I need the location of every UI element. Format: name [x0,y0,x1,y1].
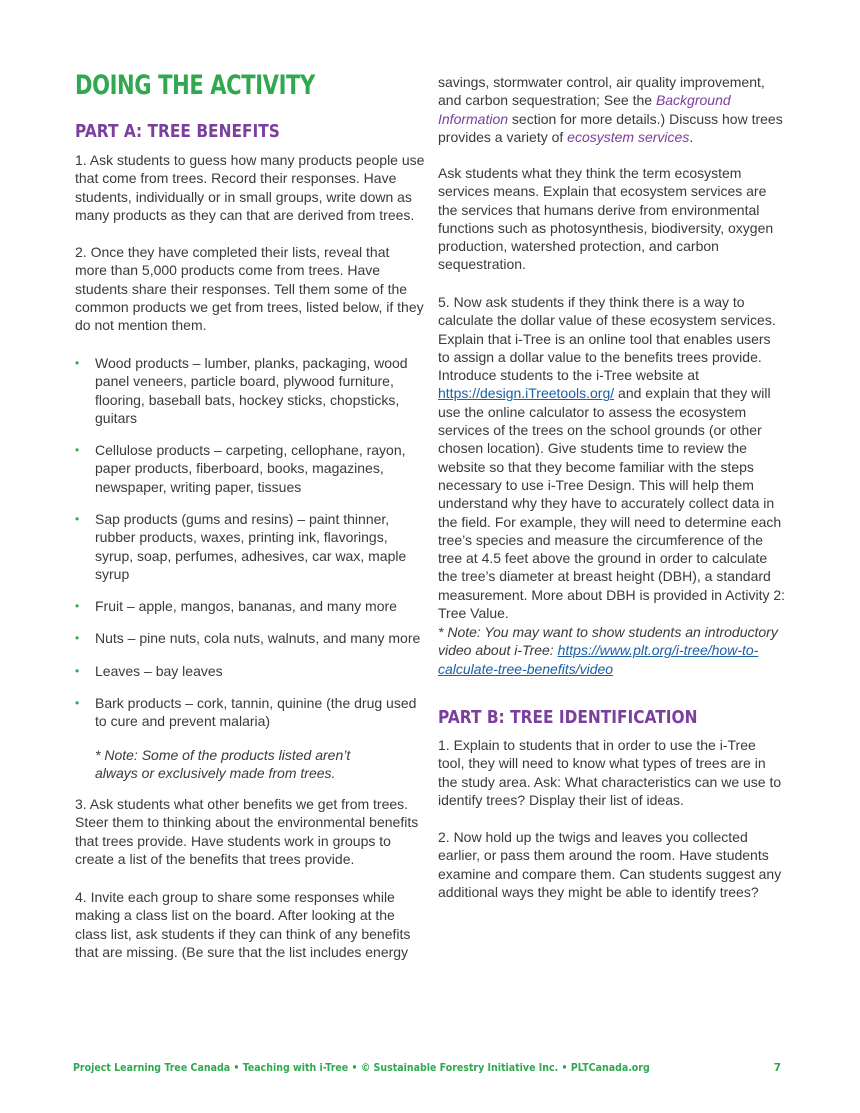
bullet-text: Wood products – lumber, planks, packaging, wood panel veneers, particle board, plywood furniture, flooring, baseball bats, hockey sticks, chopsticks, guitars [95,355,408,426]
part-b-heading: PART B: TREE IDENTIFICATION [438,708,698,728]
step-2-paragraph: 2. Once they have completed their lists, reveal that more than 5,000 products come from trees. Have students share their responses. Tell them some of the common products we get from trees, listed below, if they do not mention them. [75,244,424,334]
step-4-text-c: . [689,128,694,145]
bullet-text: Nuts – pine nuts, cola nuts, walnuts, and many more [95,630,421,646]
bullet-icon: • [75,696,80,710]
bullet-icon: • [75,631,80,645]
bullet-text: Leaves – bay leaves [95,663,223,679]
part-b-step-2: 2. Now hold up the twigs and leaves you collected earlier, or pass them around the room. Have students examine and compare them. Can students suggest any additional ways they might be able to identify trees? [438,829,782,900]
step-4-paragraph: 4. Invite each group to share some responses while making a class list on the board. After looking at the class list, ask students if they can think of any benefits that are missing. (Be sure that the list includes energy [75,889,411,960]
step-5-text-b: and explain that they will use the online calculator to assess the ecosystem services of the trees on the school grounds (or other chosen location). Give students time to review the website so that they become familiar with the steps necessary to use i-Tree Design. This will help them understand why they have to accurately collect data in the field. For example, they will need to determine each tree’s species and measure the circumference of the tree at 4.5 feet above the ground in order to calculate the tree’s diameter at breast height (DBH), a standard measurement. More about DBH is provided in Activity 2: Tree Value. [438,385,786,622]
products-note: * Note: Some of the products listed aren’t always or exclusively made from trees. [95,747,351,782]
step-1-paragraph: 1. Ask students to guess how many products people use that come from trees. Record their responses. Have students, individually or in small groups, write down as many products as they can that are derived from trees. [75,152,425,223]
bullet-icon: • [75,356,80,370]
bullet-text: Fruit – apple, mangos, bananas, and many more [95,598,397,614]
ecosystem-services-term: ecosystem services [567,128,690,145]
step-5-text-a: 5. Now ask students if they think there is a way to calculate the dollar value of these ecosystem services. Explain that i-Tree is an online tool that enables users to assign a dollar value to the benefits trees provide. Introduce students to the i-Tree website at [438,294,776,384]
bullet-text: Bark products – cork, tannin, quinine (the drug used to cure and prevent malaria) [95,695,417,730]
video-note [438,623,786,678]
part-b-step-1: 1. Explain to students that in order to use the i-Tree tool, they will need to know what types of trees are in the study area. Ask: What characteristics can we use to identify trees? Display their list of ideas. [438,737,782,808]
background-information-ref: Background Information [438,92,731,127]
step-4-text-a: savings, stormwater control, air quality improvement, and carbon sequestration; See the [438,74,765,109]
video-note-text: * Note: You may want to show students an introductory video about i-Tree: [438,624,778,659]
bullet-text: Cellulose products – carpeting, cellophane, rayon, paper products, fiberboard, books, magazines, newspaper, writing paper, tissues [95,442,406,495]
footer-credits: Project Learning Tree Canada • Teaching with i-Tree • © Sustainable Forestry Initiative Inc. • PLTCanada.org [73,1062,650,1074]
bullet-icon: • [75,443,80,457]
itree-design-link[interactable]: https://design.iTreetools.org/ [438,385,615,402]
page-footer [73,1062,785,1078]
bullet-icon: • [75,512,80,526]
step-5-paragraph [438,293,786,622]
ecosystem-services-paragraph: Ask students what they think the term ecosystem services means. Explain that ecosystem services are the services that humans derive from environmental functions such as photosynthesis, biodiversity, oxygen production, watershed protection, and carbon sequestration. [438,165,774,273]
bullet-icon: • [75,599,80,613]
step-4-continued [438,73,786,146]
step-3-paragraph: 3. Ask students what other benefits we get from trees. Steer them to thinking about the environmental benefits that trees provide. Have students work in groups to create a list of the benefits that trees provide. [75,796,419,867]
part-a-heading: PART A: TREE BENEFITS [75,122,280,142]
video-link[interactable]: https://www.plt.org/i-tree/how-to-calculate-tree-benefits/video [438,642,759,677]
bullet-icon: • [75,664,80,678]
page-number: 7 [773,1062,781,1074]
bullet-text: Sap products (gums and resins) – paint thinner, rubber products, waxes, printing ink, flavorings, syrup, soap, perfumes, adhesives, car wax, maple syrup [95,511,407,582]
page-title: DOING THE ACTIVITY [75,70,315,101]
step-4-text-b: section for more details.) Discuss how trees provides a variety of [438,110,783,145]
